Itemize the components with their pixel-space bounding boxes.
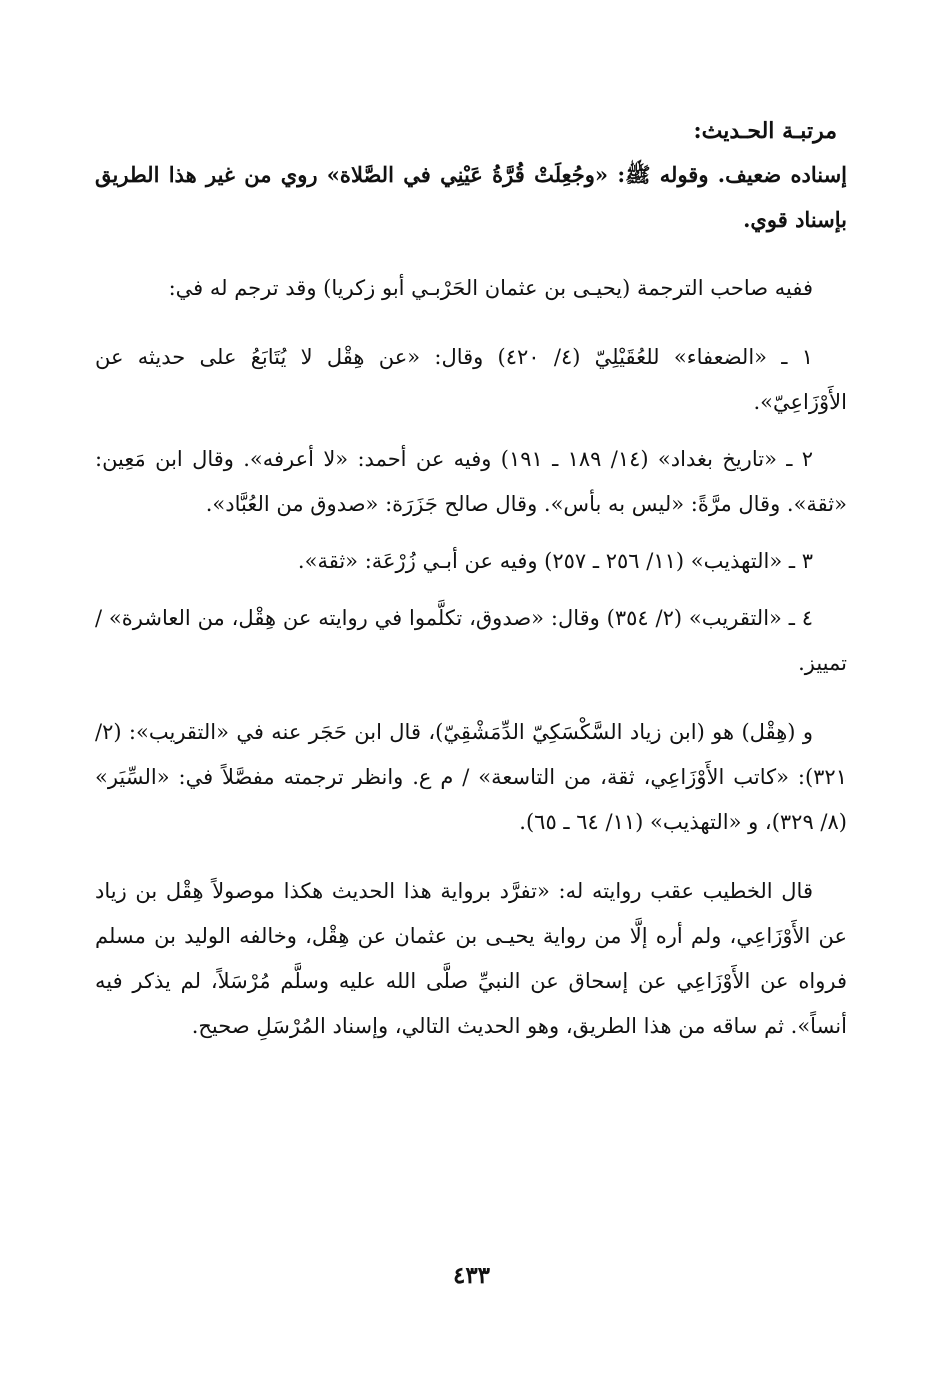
narrator-paragraph: ففيه صاحب الترجمة (يحيـى بن عثمان الحَرْبـي أبو زكريا) وقد ترجم له في: (168, 276, 813, 300)
khatib-paragraph: قال الخطيب عقب روايته له: «تفرَّد برواية هذا الحديث هكذا موصولاً هِقْل بن زياد عن الأَوْزَاعِي، ولم أره إلَّا من رواية يحيـى بن عثمان عن هِقْل، وخالفه الوليد بن مسلم فرواه عن الأَوْزَاعِي عن إسحاق عن النبيِّ صلَّى الله عليه وسلَّم مُرْسَلاً، لم يذكر فيه أنساً». ثم ساقه من هذا الطريق، وهو الحديث التالي، وإسناد المُرْسَلِ صحيح. (95, 879, 847, 1038)
source-item-2: ٢ ـ «تاريخ بغداد» (١٤/ ١٨٩ ـ ١٩١) وفيه عن أحمد: «لا أعرفه». وقال ابن مَعِين: «ثقة». وقال مرَّةً: «ليس به بأس». وقال صالح جَزَرَة: «صدوق من العُبَّاد». (95, 447, 847, 516)
source-item-1: ١ ـ «الضعفاء» للعُقَيْلِيّ (٤/ ٤٢٠) وقال: «عن هِقْل لا يُتَابَعُ على حديثه عن الأَوْزَاعِيّ». (95, 345, 847, 414)
source-item-4: ٤ ـ «التقريب» (٢/ ٣٥٤) وقال: «صدوق، تكلَّموا في روايته عن هِقْل، من العاشرة» / تمييز. (95, 606, 847, 675)
page-body (95, 110, 847, 1049)
source-item-3: ٣ ـ «التهذيب» (١١/ ٢٥٦ ـ ٢٥٧) وفيه عن أبـي زُرْعَة: «ثقة». (297, 549, 813, 573)
hiql-paragraph: و (هِقْل) هو (ابن زياد السَّكْسَكِيّ الدِّمَشْقِيّ)، قال ابن حَجَر عنه في «التقريب»: (٢/ ٣٢١): «كاتب الأَوْزَاعِي، ثقة، من التاسعة» / م ع. وانظر ترجمته مفصَّلاً في: «السِّيَر» (٨/ ٣٢٩)، و «التهذيب» (١١/ ٦٤ ـ ٦٥). (95, 720, 847, 834)
page-number: ٤٣٣ (452, 1262, 491, 1289)
section-heading: مرتبـة الحـديث: (693, 118, 837, 144)
grading-paragraph: إسناده ضعيف. وقوله ﷺ: «وجُعِلَتْ قُرَّةُ عَيْنِي في الصَّلاة» روي من غير هذا الطريق بإسناد قوي. (95, 162, 847, 232)
